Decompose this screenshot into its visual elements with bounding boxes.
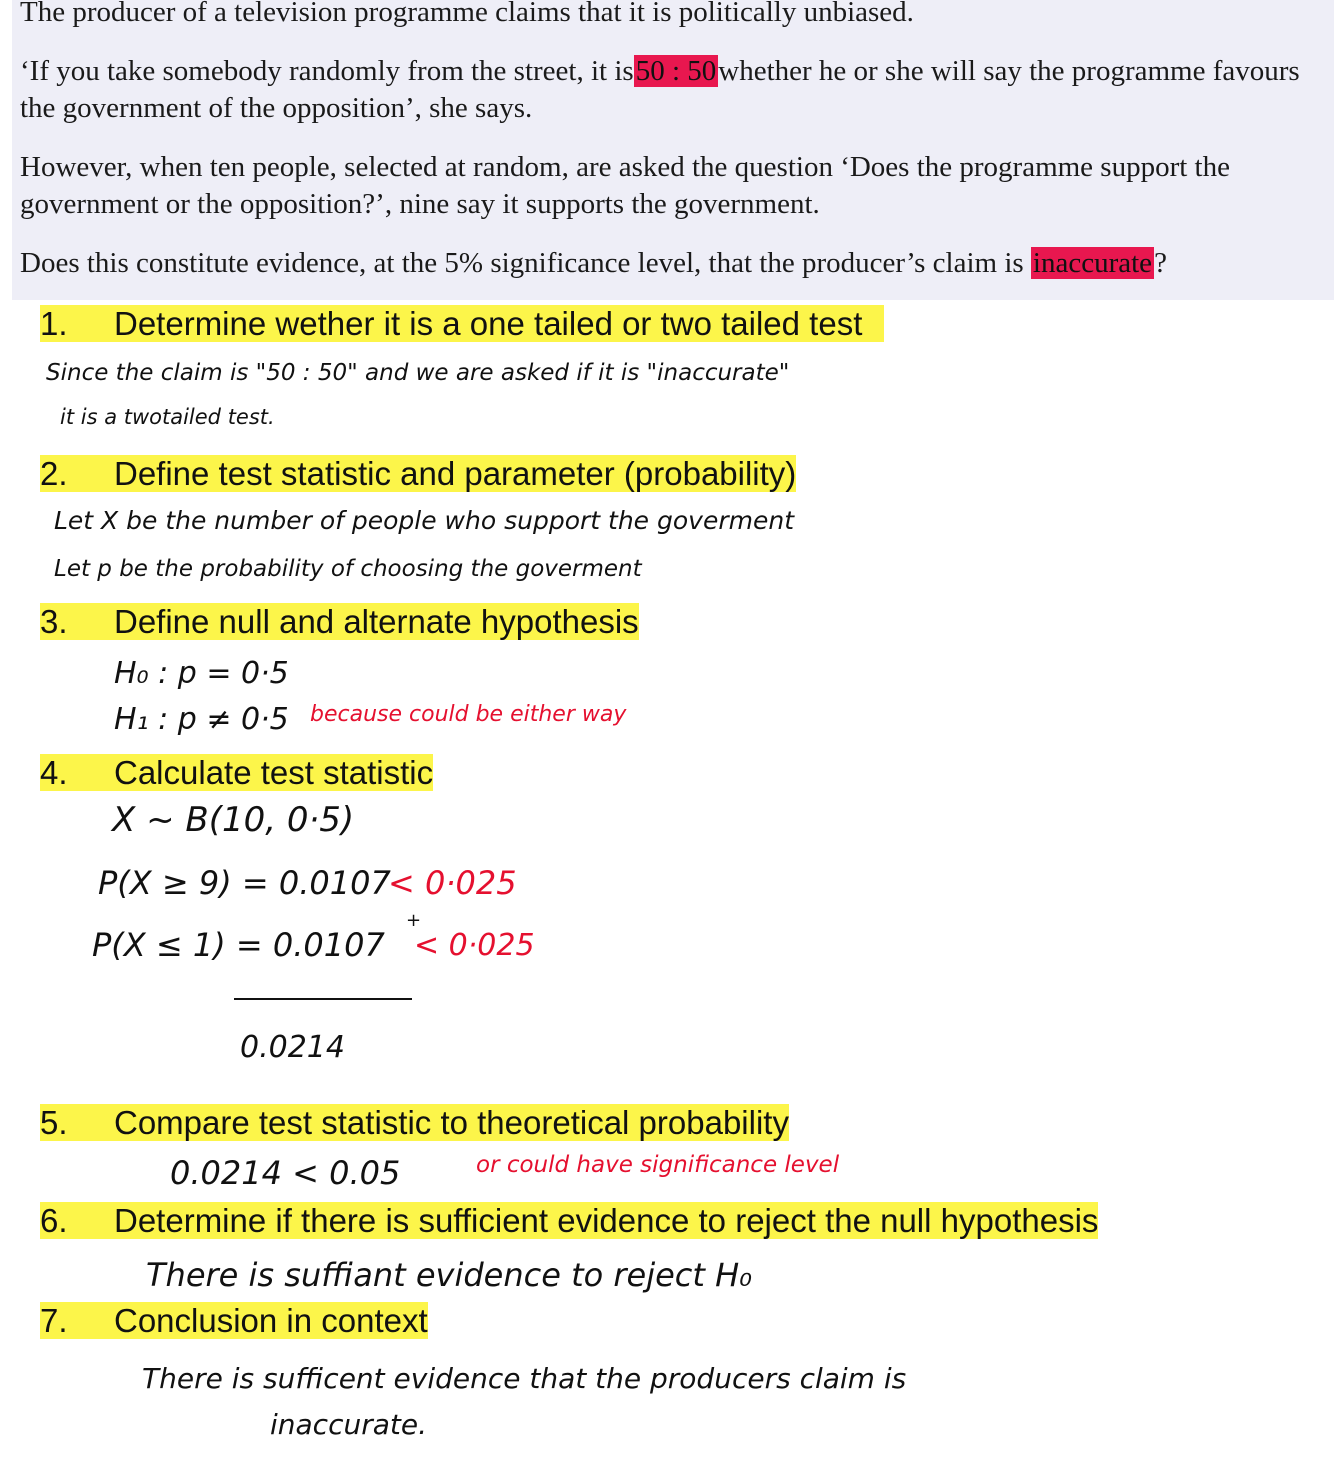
step-number: 7. [40,1302,68,1339]
handwriting-lower-tail: P(X ≤ 1) = 0.0107 [92,926,385,964]
question-box [12,0,1334,300]
step-3 [40,600,639,644]
handwriting-tail-reason: Since the claim is "50 : 50" and we are asked if it is "inaccurate" [46,360,790,386]
quote-before: ‘If you take somebody randomly from the street, it is [20,55,634,87]
question-quote [20,53,1320,127]
handwriting-alternate-hypothesis: H₁ : p ≠ 0·5 [114,702,289,737]
handwriting-tail-result: it is a twotailed test. [60,405,275,429]
quote-after: whether he or she will say the programme favours the government of the opposition’, she says. [20,55,1300,124]
annotation-upper-compare: < 0·025 [388,864,517,902]
step-title: Conclusion in context [114,1302,428,1339]
step-6 [40,1199,1098,1243]
step-number: 4. [40,754,68,791]
handwriting-total-probability: 0.0214 [240,1030,345,1065]
step-7 [40,1299,428,1343]
step-1 [40,302,884,346]
question-para-4 [20,245,1320,282]
annotation-lower-compare: < 0·025 [414,928,535,963]
handwriting-comparison: 0.0214 < 0.05 [170,1154,401,1192]
handwriting-conclusion-end: inaccurate. [270,1408,427,1441]
sum-divider [234,998,412,1000]
handwriting-define-p: Let p be the probability of choosing the goverment [54,556,642,582]
step-2 [40,452,796,496]
step-number: 2. [40,455,68,492]
handwriting-distribution: X ~ B(10, 0·5) [112,800,355,840]
handwriting-define-x: Let X be the number of people who support the goverment [54,506,794,535]
annotation-significance: or could have significance level [476,1152,840,1178]
step-title: Determine wether it is a one tailed or two tailed test [114,305,863,342]
step-number: 5. [40,1104,68,1141]
para4-before: Does this constitute evidence, at the 5% significance level, that the producer’s claim is [20,247,1024,279]
step-number: 3. [40,603,68,640]
handwriting-null-hypothesis: H₀ : p = 0·5 [114,656,289,691]
step-title: Define null and alternate hypothesis [114,603,639,640]
para4-after: ? [1154,247,1167,279]
step-title: Compare test statistic to theoretical probability [114,1104,789,1141]
step-number: 6. [40,1202,68,1239]
step-5 [40,1101,789,1145]
handwriting-conclusion: There is sufficent evidence that the producers claim is [142,1362,907,1395]
handwriting-upper-tail: P(X ≥ 9) = 0.0107 [98,864,391,902]
handwriting-plus-sign: + [406,910,422,931]
step-4 [40,751,433,795]
question-line-1: The producer of a television programme claims that it is politically unbiased. [20,0,914,28]
step-number: 1. [40,305,68,342]
handwriting-reject-null: There is suffiant evidence to reject H₀ [146,1256,752,1294]
para4-highlight: inaccurate [1032,247,1153,279]
question-para-3: However, when ten people, selected at random, are asked the question ‘Does the programme support the government or the opposition?’, nine say it supports the government. [20,151,1230,220]
step-title: Determine if there is sufficient evidence to reject the null hypothesis [114,1202,1099,1239]
quote-highlight: 50 : 50 [635,55,717,87]
step-title: Define test statistic and parameter (probability) [114,455,797,492]
step-title: Calculate test statistic [114,754,434,791]
annotation-either-way: because could be either way [310,702,627,727]
